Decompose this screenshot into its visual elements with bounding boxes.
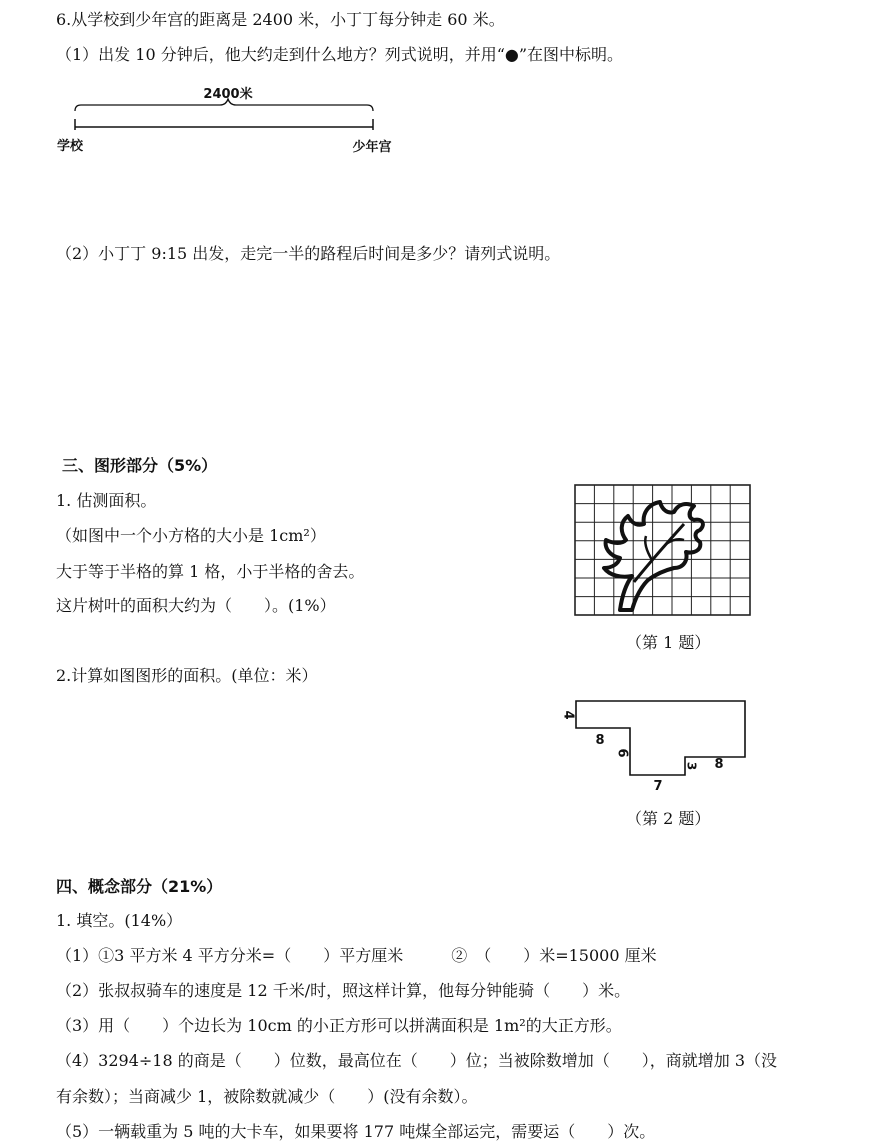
s4-q1-item4-line2: 有余数）；当商减少 1，被除数就减少（ ）(没有余数）。	[56, 1087, 478, 1106]
q6-part1: （1）出发 10 分钟后，他大约走到什么地方？列式说明，并用“●”在图中标明。	[56, 45, 624, 64]
dim-label-8-top: 8	[595, 733, 605, 748]
dim-label-6: 6	[614, 748, 630, 758]
s4-q1-title: 1. 填空。(14%）	[56, 911, 183, 930]
q6-title: 6.从学校到少年宫的距离是 2400 米，小丁丁每分钟走 60 米。	[56, 10, 505, 29]
distance-diagram	[50, 80, 410, 160]
distance-label: 2400米	[203, 87, 253, 102]
dim-label-4: 4	[560, 710, 576, 720]
section4-heading: 四、概念部分（21%）	[56, 877, 223, 896]
dim-label-8-right: 8	[714, 757, 724, 772]
dim-label-7: 7	[653, 779, 663, 794]
s4-q1-item4-line1: （4）3294÷18 的商是（ ）位数，最高位在（ ）位；当被除数增加（ ），商就增加 3（没	[56, 1051, 778, 1070]
s4-q1-item1: （1）①3 平方米 4 平方分米=（ ）平方厘米 ② （ ）米=15000 厘米	[56, 946, 657, 965]
s3-q1-line1: （如图中一个小方格的大小是 1cm²）	[56, 526, 326, 545]
section3-heading: 三、图形部分（5%）	[62, 456, 218, 475]
composite-shape-figure	[556, 696, 756, 800]
leaf-outline	[604, 502, 703, 610]
s3-q2-title: 2.计算如图图形的面积。(单位：米）	[56, 666, 318, 685]
figure1-caption: （第 1 题）	[626, 633, 711, 652]
q6-part2: （2）小丁丁 9:15 出发，走完一半的路程后时间是多少？请列式说明。	[56, 244, 561, 263]
dim-label-3: 3	[684, 761, 699, 771]
s3-q1-title: 1. 估测面积。	[56, 491, 157, 510]
s4-q1-item2: （2）张叔叔骑车的速度是 12 千米/时，照这样计算，他每分钟能骑（ ）米。	[56, 981, 631, 1000]
leaf-grid-figure	[574, 484, 752, 618]
s4-q1-item3: （3）用（ ）个边长为 10cm 的小正方形可以拼满面积是 1m²的大正方形。	[56, 1016, 622, 1035]
youth-palace-label: 少年宫	[352, 140, 392, 155]
school-label: 学校	[56, 139, 84, 154]
figure2-caption: （第 2 题）	[626, 809, 711, 828]
s3-q1-line3: 这片树叶的面积大约为（ ）。(1%）	[56, 596, 336, 615]
s4-q1-item5: （5）一辆载重为 5 吨的大卡车，如果要将 177 吨煤全部运完，需要运（ ）次。	[56, 1122, 656, 1141]
s3-q1-line2: 大于等于半格的算 1 格，小于半格的舍去。	[56, 562, 365, 581]
